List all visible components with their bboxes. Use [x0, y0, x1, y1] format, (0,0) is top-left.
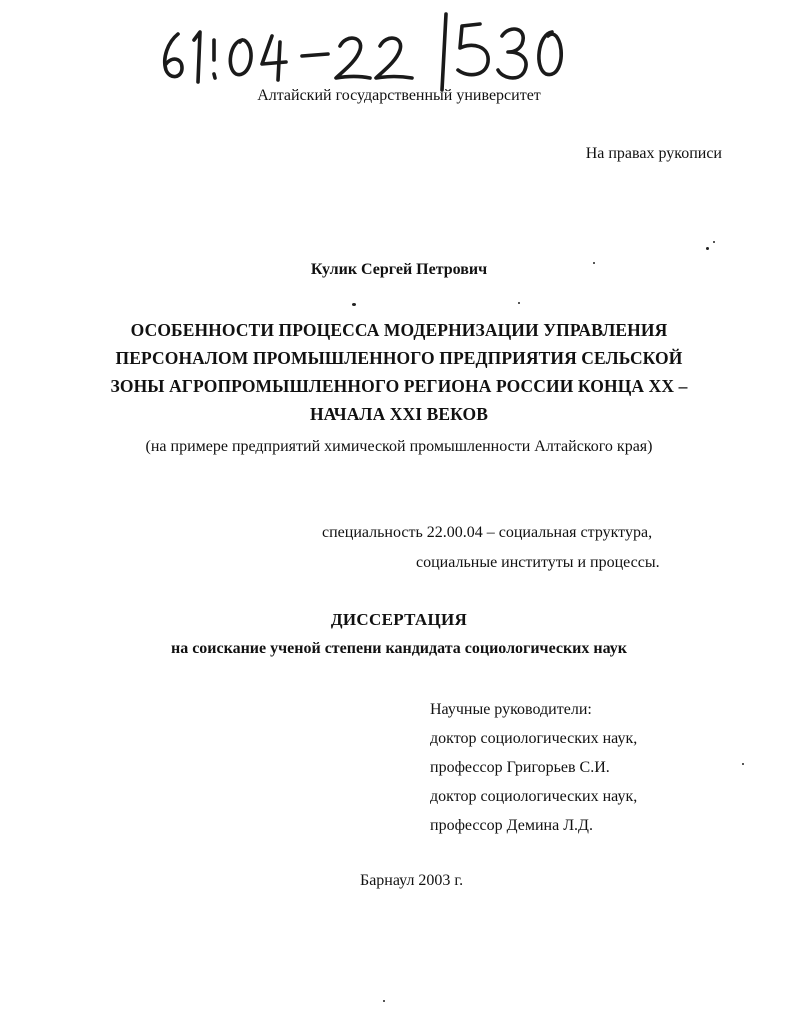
place-and-year: Барнаул 2003 г.	[360, 872, 464, 889]
title-line: ЗОНЫ АГРОПРОМЫШЛЕННОГО РЕГИОНА РОССИИ КОНЦА XX –	[110, 376, 688, 396]
specialty-line-2: социальные институты и процессы.	[416, 554, 660, 571]
rights-notice: На правах рукописи	[585, 145, 722, 162]
scan-speck	[742, 763, 744, 765]
dissertation-title	[0, 316, 798, 428]
dissertation-heading: ДИССЕРТАЦИЯ	[330, 610, 468, 629]
scan-speck	[518, 302, 520, 304]
title-line: ОСОБЕННОСТИ ПРОЦЕССА МОДЕРНИЗАЦИИ УПРАВЛЕНИЯ	[130, 320, 668, 340]
scan-speck	[383, 1000, 385, 1002]
author-name: Кулик Сергей Петрович	[310, 261, 488, 278]
title-line: ПЕРСОНАЛОМ ПРОМЫШЛЕННОГО ПРЕДПРИЯТИЯ СЕЛЬСКОЙ	[115, 348, 683, 368]
handwritten-catalogue-number	[150, 12, 590, 92]
supervisor-line: доктор социологических наук,	[430, 788, 638, 805]
supervisors-block	[430, 695, 637, 840]
supervisor-line: доктор социологических наук,	[430, 730, 638, 747]
supervisor-line: профессор Демина Л.Д.	[430, 817, 593, 834]
supervisors-label: Научные руководители:	[430, 701, 592, 718]
title-line: НАЧАЛА XXI ВЕКОВ	[309, 404, 489, 424]
scan-speck	[706, 247, 709, 250]
specialty-line-1: специальность 22.00.04 – социальная структура,	[322, 524, 653, 541]
scan-speck	[352, 303, 356, 306]
degree-line: на соискание ученой степени кандидата социологических наук	[170, 640, 628, 657]
scan-speck	[713, 241, 715, 243]
supervisor-line: профессор Григорьев С.И.	[430, 759, 610, 776]
scan-speck	[593, 262, 595, 264]
title-subtitle: (на примере предприятий химической промышленности Алтайского края)	[145, 438, 653, 455]
university-name: Алтайский государственный университет	[257, 87, 541, 104]
